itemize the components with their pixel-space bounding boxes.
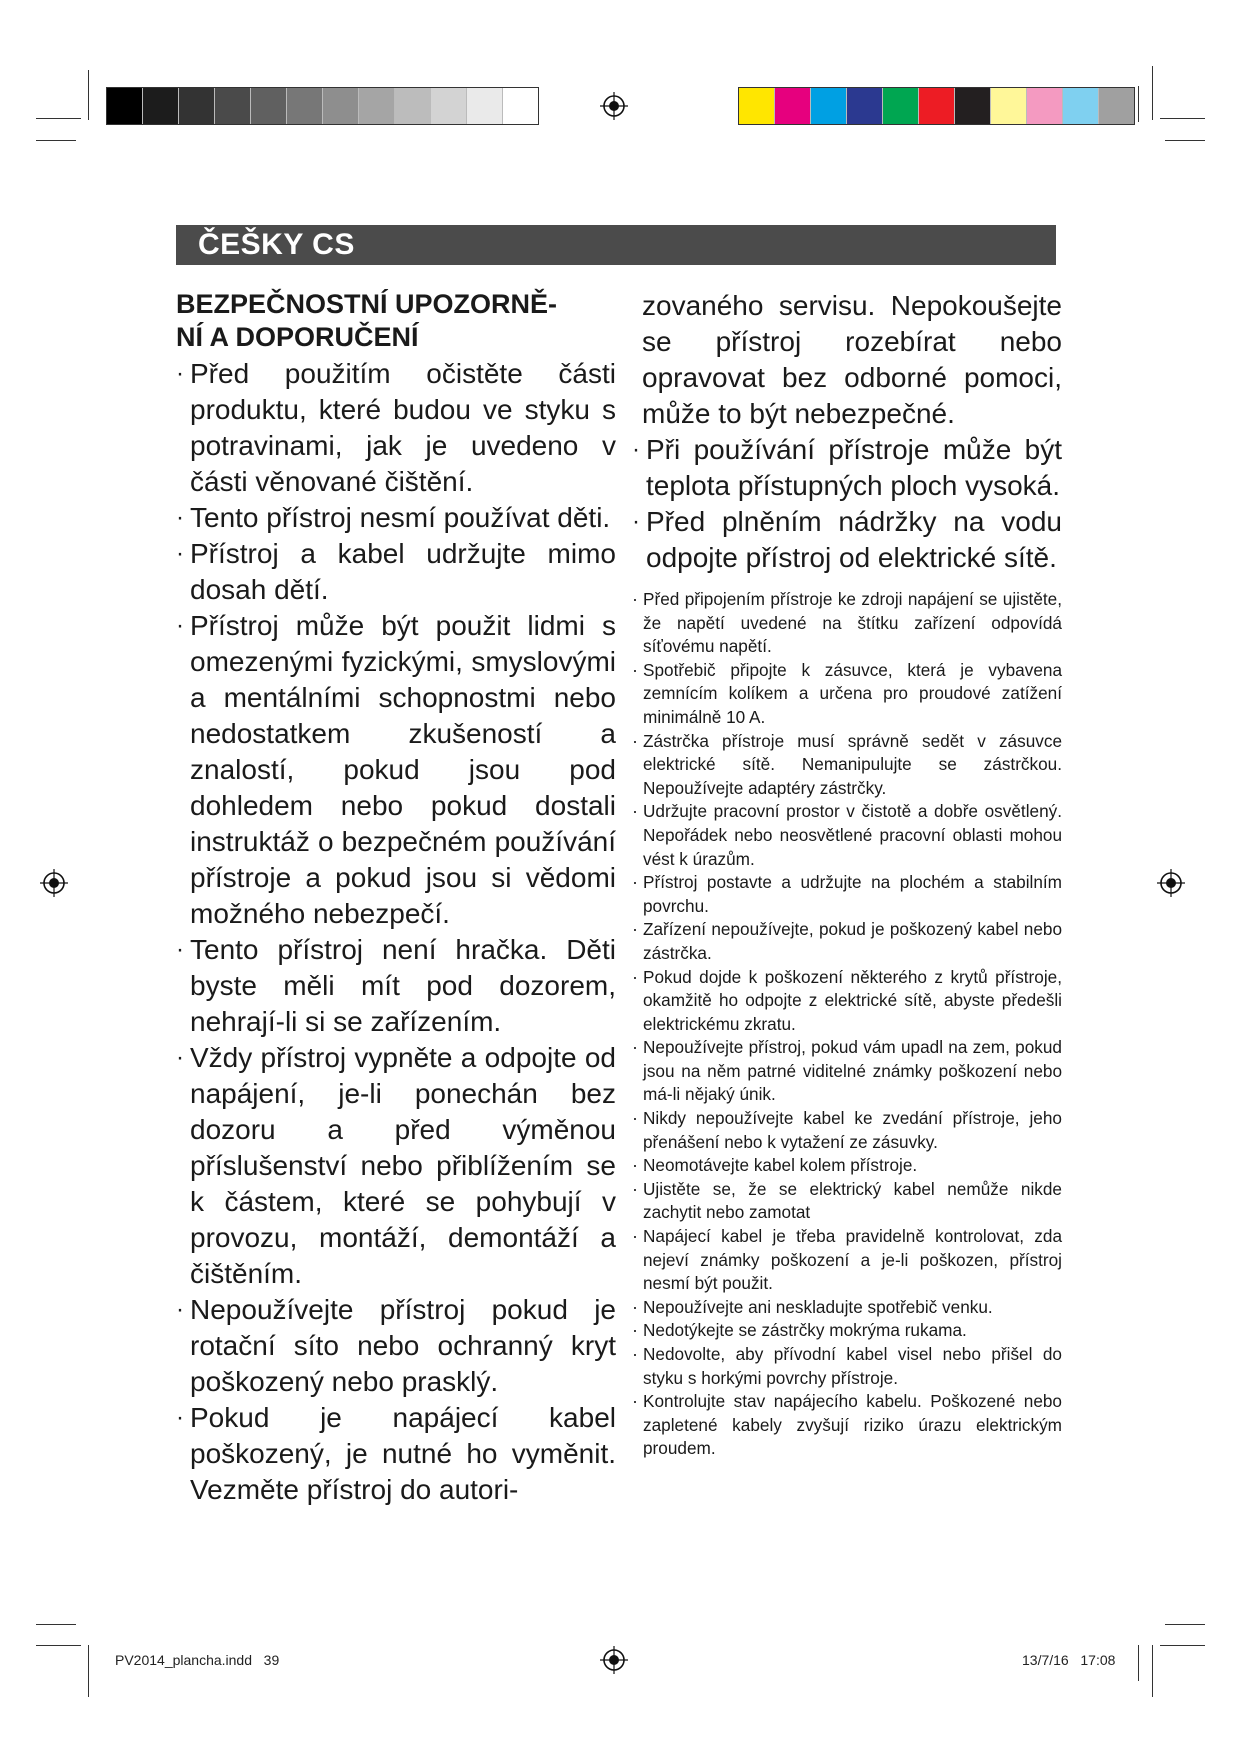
process-color-swatch <box>739 88 775 124</box>
small-list-item: · Nepoužívejte ani neskladujte spotřebič venku. <box>632 1296 1062 1320</box>
list-item: · Před použitím očistěte části produktu, které budou ve styku s potravinami, jak je uvedeno v části věnované čištění. <box>176 356 616 500</box>
file-info: PV2014_plancha.indd 39 <box>115 1652 280 1668</box>
small-list <box>632 588 1062 1461</box>
list-item: · Tento přístroj nesmí používat děti. <box>176 500 616 536</box>
list-item: · Před plněním nádržky na vodu odpojte přístroj od elektrické sítě. <box>632 504 1062 576</box>
small-list-item: · Nikdy nepoužívejte kabel ke zvedání přístroje, jeho přenášení nebo k vytažení ze zásuvky. <box>632 1107 1062 1154</box>
list-item: · Přístroj a kabel udržujte mimo dosah dětí. <box>176 536 616 608</box>
grayscale-swatch <box>359 88 395 124</box>
crop-mark <box>36 1624 76 1625</box>
crop-mark <box>1152 1645 1153 1697</box>
timestamp: 13/7/16 17:08 <box>1022 1652 1116 1668</box>
list-item: · Tento přístroj není hračka. Děti byste měli mít pod dozorem, nehrají-li si se zařízením. <box>176 932 616 1040</box>
small-list-item: · Nedotýkejte se zástrčky mokrýma rukama. <box>632 1319 1062 1343</box>
crop-mark <box>88 70 89 120</box>
grayscale-swatch <box>431 88 467 124</box>
registration-mark-icon <box>40 869 68 897</box>
process-color-swatch <box>811 88 847 124</box>
left-column <box>176 288 616 1508</box>
small-list-item: · Zařízení nepoužívejte, pokud je poškozený kabel nebo zástrčka. <box>632 918 1062 965</box>
list-item: · Při používání přístroje může být teplota přístupných ploch vysoká. <box>632 432 1062 504</box>
grayscale-swatch <box>323 88 359 124</box>
registration-mark-icon <box>600 1646 628 1674</box>
small-list-item: · Přístroj postavte a udržujte na plochém a stabilním povrchu. <box>632 871 1062 918</box>
process-color-swatch <box>775 88 811 124</box>
grayscale-bar <box>106 87 539 125</box>
process-color-swatch <box>1027 88 1063 124</box>
registration-mark-icon <box>1157 869 1185 897</box>
language-header: ČEŠKY CS <box>176 225 1056 265</box>
crop-mark <box>1138 1645 1139 1681</box>
crop-mark <box>1165 140 1205 141</box>
crop-mark <box>1160 118 1205 119</box>
small-list-item: · Nedovolte, aby přívodní kabel visel nebo přišel do styku s horkými povrchy přístroje. <box>632 1343 1062 1390</box>
process-color-swatch <box>1063 88 1099 124</box>
right-column <box>632 288 1062 1461</box>
grayscale-swatch <box>395 88 431 124</box>
crop-mark <box>1152 66 1153 120</box>
grayscale-swatch <box>251 88 287 124</box>
small-list-item: · Pokud dojde k poškození některého z krytů přístroje, okamžitě ho odpojte z elektrické sítě, abyste předešli elektrickému zkratu. <box>632 966 1062 1037</box>
grayscale-swatch <box>215 88 251 124</box>
crop-mark <box>36 140 76 141</box>
grayscale-swatch <box>179 88 215 124</box>
registration-mark-icon <box>600 92 628 120</box>
small-list-item: · Zástrčka přístroje musí správně sedět v zásuvce elektrické sítě. Nemanipulujte se zástrčkou. Nepoužívejte adaptéry zástrčky. <box>632 730 1062 801</box>
grayscale-swatch <box>107 88 143 124</box>
list-item: · Pokud je napájecí kabel poškozený, je nutné ho vyměnit. Vezměte přístroj do autori- <box>176 1400 616 1508</box>
crop-mark <box>36 1645 81 1646</box>
grayscale-swatch <box>143 88 179 124</box>
process-color-swatch <box>955 88 991 124</box>
process-color-swatch <box>883 88 919 124</box>
crop-mark <box>1138 86 1139 122</box>
grayscale-swatch <box>287 88 323 124</box>
continued-text: zovaného servisu. Nepokoušejte se přístroj rozebírat nebo opravovat bez odborné pomoci, může to být nebezpečné. <box>642 290 1062 429</box>
list-item: · Přístroj může být použit lidmi s omezenými fyzickými, smyslovými a mentálními schopnostmi nebo nedostatkem zkušeností a znalostí, pokud jsou pod dohledem nebo pokud dostali instruktáž o bezpečném používání přístroje a pokud jsou si vědomi možného nebezpečí. <box>176 608 616 932</box>
crop-mark <box>88 1645 89 1697</box>
crop-mark <box>1160 1645 1205 1646</box>
crop-mark <box>36 118 81 119</box>
process-color-swatch <box>919 88 955 124</box>
process-color-bar <box>738 87 1135 125</box>
process-color-swatch <box>1099 88 1134 124</box>
small-list-item: · Ujistěte se, že se elektrický kabel nemůže nikde zachytit nebo zamotat <box>632 1178 1062 1225</box>
section-title-line: BEZPEČNOSTNÍ UPOZORNĚ- <box>176 289 558 319</box>
small-list-item: · Spotřebič připojte k zásuvce, která je vybavena zemnícím kolíkem a určena pro proudové zatížení minimálně 10 A. <box>632 659 1062 730</box>
section-title-line: NÍ A DOPORUČENÍ <box>176 322 419 352</box>
crop-mark <box>1165 1624 1205 1625</box>
grayscale-swatch <box>467 88 503 124</box>
list-item: · Vždy přístroj vypněte a odpojte od napájení, je-li ponechán bez dozoru a před výměnou příslušenství nebo přiblížením se k částem, které se pohybují v provozu, montáží, demontáží a čištěním. <box>176 1040 616 1292</box>
small-list-item: · Kontrolujte stav napájecího kabelu. Poškozené nebo zapletené kabely zvyšují riziko úrazu elektrickým proudem. <box>632 1390 1062 1461</box>
small-list-item: · Nepoužívejte přístroj, pokud vám upadl na zem, pokud jsou na něm patrné viditelné známky poškození nebo má-li nějaký únik. <box>632 1036 1062 1107</box>
process-color-swatch <box>991 88 1027 124</box>
process-color-swatch <box>847 88 883 124</box>
grayscale-swatch <box>503 88 538 124</box>
small-list-item: · Před připojením přístroje ke zdroji napájení se ujistěte, že napětí uvedené na štítku zařízení odpovídá síťovému napětí. <box>632 588 1062 659</box>
small-list-item: · Neomotávejte kabel kolem přístroje. <box>632 1154 1062 1178</box>
small-list-item: · Napájecí kabel je třeba pravidelně kontrolovat, zda nejeví známky poškození a je-li poškozen, přístroj nesmí být použit. <box>632 1225 1062 1296</box>
small-list-item: · Udržujte pracovní prostor v čistotě a dobře osvětlený. Nepořádek nebo neosvětlené pracovní oblasti mohou vést k úrazům. <box>632 800 1062 871</box>
list-item: · Nepoužívejte přístroj pokud je rotační síto nebo ochranný kryt poškozený nebo prasklý. <box>176 1292 616 1400</box>
section-title <box>176 288 616 354</box>
